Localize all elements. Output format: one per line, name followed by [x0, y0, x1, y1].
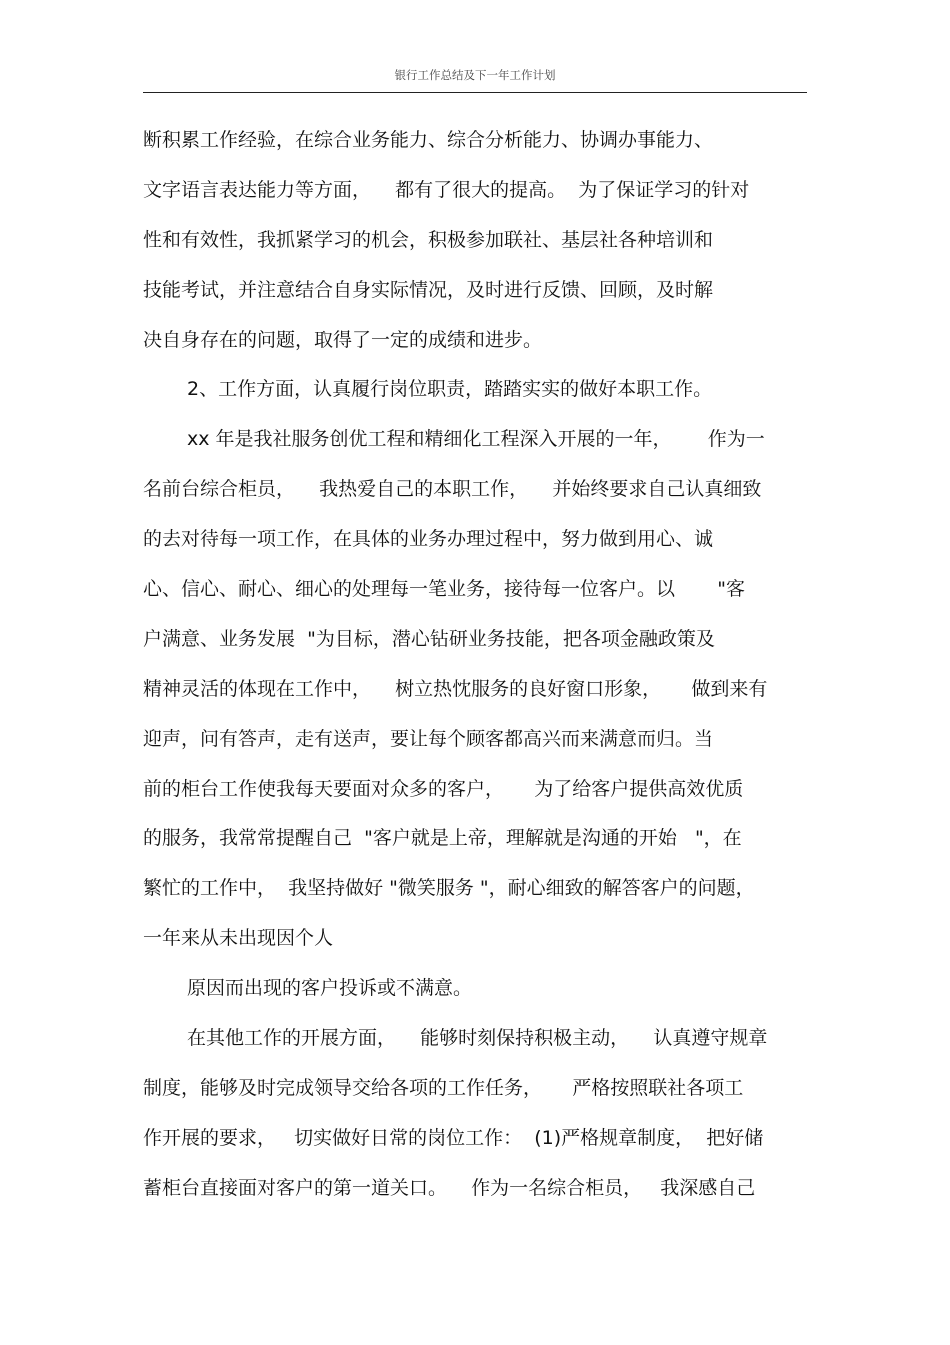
document-body — [143, 125, 813, 1223]
text-line: 心、信心、耐心、细心的处理每一笔业务，接待每一位客户。以 "客 — [143, 578, 746, 601]
text-line: 名前台综合柜员， 我热爱自己的本职工作， 并始终要求自己认真细致 — [143, 478, 762, 501]
text-line: 一年来从未出现因个人 — [143, 927, 334, 950]
text-line: 制度，能够及时完成领导交给各项的工作任务， 严格按照联社各项工 — [143, 1076, 744, 1099]
text-line: 原因而出现的客户投诉或不满意。 — [187, 977, 473, 1000]
text-line: 性和有效性，我抓紧学习的机会，积极参加联社、基层社各种培训和 — [143, 228, 714, 251]
text-line: 断积累工作经验，在综合业务能力、综合分析能力、协调办事能力、 — [143, 129, 714, 151]
text-line: xx 年是我社服务创优工程和精细化工程深入开展的一年， 作为一 — [187, 428, 765, 451]
text-line: 精神灵活的体现在工作中， 树立热忱服务的良好窗口形象， 做到来有 — [143, 677, 768, 700]
text-line: 的服务，我常常提醒自己 "客户就是上帝，理解就是沟通的开始 "，在 — [143, 827, 742, 850]
text-line: 迎声，问有答声，走有送声，要让每个顾客都高兴而来满意而归。当 — [143, 727, 714, 750]
header-title: 银行工作总结及下一年工作计划 — [394, 68, 556, 82]
text-line: 繁忙的工作中， 我坚持做好 "微笑服务 "，耐心细致的解答客户的问题， — [143, 877, 755, 900]
page-header — [143, 62, 807, 93]
text-line: 在其他工作的开展方面， 能够时刻保持积极主动， 认真遵守规章 — [187, 1027, 768, 1050]
text-line: 技能考试，并注意结合自身实际情况，及时进行反馈、回顾，及时解 — [143, 278, 714, 301]
text-line: 户满意、业务发展 "为目标，潜心钻研业务技能，把各项金融政策及 — [143, 627, 715, 650]
text-line: 文字语言表达能力等方面， 都有了很大的提高。 为了保证学习的针对 — [143, 178, 750, 201]
text-line: 作开展的要求， 切实做好日常的岗位工作： (1)严格规章制度， 把好储 — [143, 1126, 764, 1149]
text-line: 决自身存在的问题，取得了一定的成绩和进步。 — [143, 328, 543, 351]
text-line: 2、工作方面，认真履行岗位职责，踏踏实实的做好本职工作。 — [187, 378, 713, 401]
text-line: 的去对待每一项工作，在具体的业务办理过程中，努力做到用心、诚 — [143, 528, 714, 551]
text-line: 蓄柜台直接面对客户的第一道关口。 作为一名综合柜员， 我深感自己 — [143, 1176, 756, 1199]
text-line: 前的柜台工作使我每天要面对众多的客户， 为了给客户提供高效优质 — [143, 777, 744, 800]
